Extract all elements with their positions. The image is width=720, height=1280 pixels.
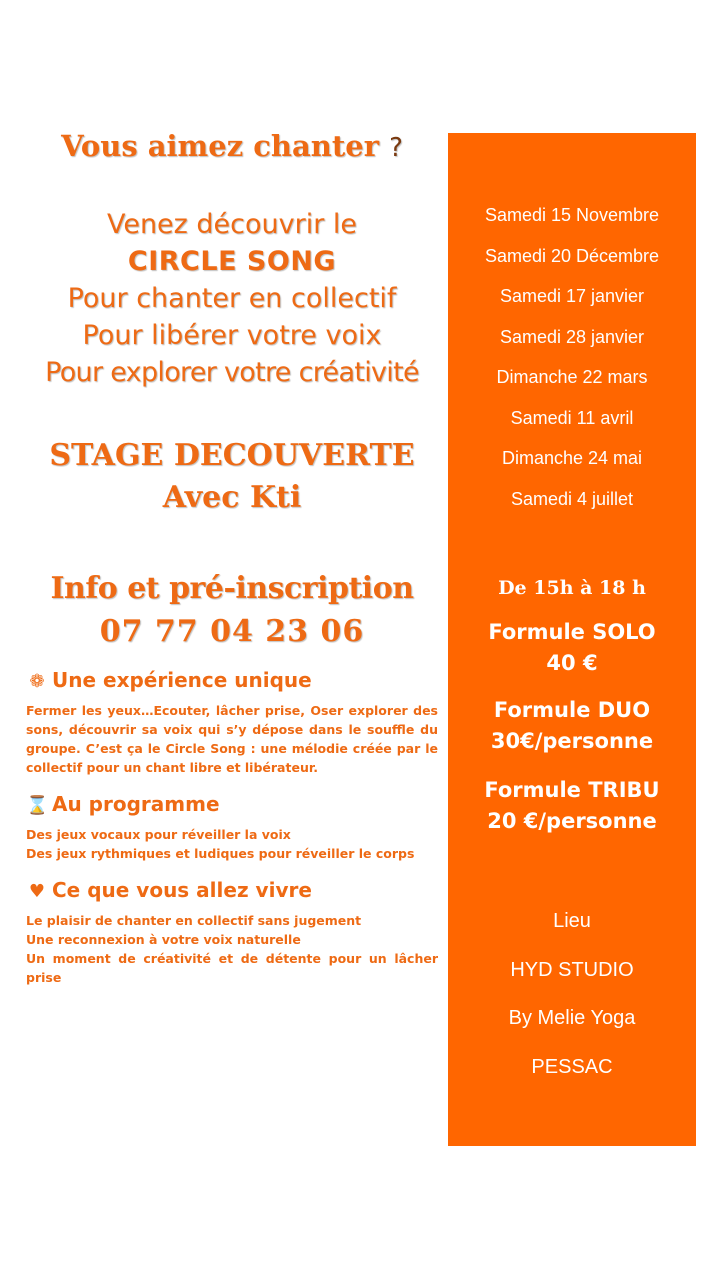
section-vivre-label: Ce que vous allez vivre: [52, 878, 312, 902]
intro-line-3: Pour chanter en collectif: [67, 283, 397, 314]
formule-name: Formule TRIBU: [484, 778, 660, 802]
stage-host: Avec Kti: [162, 480, 302, 515]
circle-song-title: CIRCLE SONG: [127, 246, 337, 277]
heart-icon: ♥: [28, 881, 46, 902]
flower-icon: ❁: [29, 671, 45, 692]
date-item: Samedi 17 janvier: [499, 286, 645, 306]
info-panel: [448, 133, 696, 1146]
formule-price: 20 €/personne: [487, 809, 657, 833]
stage-title: STAGE DECOUVERTE: [49, 438, 415, 473]
programme-line: Des jeux vocaux pour réveiller la voix: [26, 827, 291, 842]
venue-city: PESSAC: [531, 1055, 613, 1078]
section-experience-label: Une expérience unique: [52, 668, 312, 692]
intro-block: [26, 206, 438, 391]
vivre-line: Le plaisir de chanter en collectif sans jugement: [26, 913, 362, 928]
section-programme-title: [26, 789, 438, 821]
venue-by: By Melie Yoga: [508, 1007, 636, 1029]
intro-line-1: Venez découvrir le: [106, 209, 358, 240]
section-vivre-title: [26, 875, 438, 907]
programme-line: Des jeux rythmiques et ludiques pour réveiller le corps: [26, 846, 415, 861]
date-item: Samedi 11 avril: [510, 407, 634, 428]
headline-question-mark: ?: [389, 133, 403, 163]
formule-name: Formule DUO: [493, 698, 651, 722]
date-item: Samedi 28 janvier: [499, 326, 645, 347]
formule-duo: [448, 695, 696, 757]
vivre-line: Un moment de créativité et de détente pour un lâcher prise: [26, 951, 438, 985]
date-item: Samedi 20 Décembre: [484, 245, 660, 266]
hourglass-icon: ⌛: [26, 795, 49, 816]
intro-line-4: Pour libérer votre voix: [82, 320, 382, 351]
venue-name: HYD STUDIO: [510, 958, 634, 981]
date-item: Samedi 15 Novembre: [484, 205, 660, 225]
hours: De 15h à 18 h: [498, 577, 646, 599]
date-item: Dimanche 24 mai: [501, 448, 643, 468]
date-item: Samedi 4 juillet: [510, 488, 634, 509]
formule-solo: [448, 617, 696, 679]
venue-label: Lieu: [553, 910, 591, 932]
contact-phone: 07 77 04 23 06: [99, 614, 365, 649]
vivre-line: Une reconnexion à votre voix naturelle: [26, 932, 301, 947]
headline-text: Vous aimez chanter: [61, 129, 380, 163]
formule-tribu: [448, 775, 696, 837]
stage-block: [26, 435, 438, 519]
section-vivre-text: [26, 911, 438, 987]
formule-price: 40 €: [546, 651, 598, 675]
contact-label: Info et pré-inscription: [50, 571, 414, 606]
headline: [26, 126, 438, 168]
section-experience-title: [26, 665, 438, 697]
formule-name: Formule SOLO: [488, 620, 656, 644]
date-item: Dimanche 22 mars: [496, 367, 648, 387]
venue-block: [448, 897, 696, 1091]
section-programme-text: [26, 825, 438, 863]
intro-line-5: Pour explorer votre créativité: [45, 357, 419, 388]
section-programme-label: Au programme: [52, 792, 220, 816]
section-experience-text: Fermer les yeux…Ecouter, lâcher prise, Oser explorer des sons, découvrir sa voix qui s’y dépose dans le souffle du groupe. C’est ça le Circle Song : une mélodie créée par le collectif pour un chant libre et libérateur.: [26, 703, 438, 775]
dates-list: [448, 195, 696, 519]
formule-price: 30€/personne: [490, 729, 654, 753]
left-column: [26, 126, 438, 987]
